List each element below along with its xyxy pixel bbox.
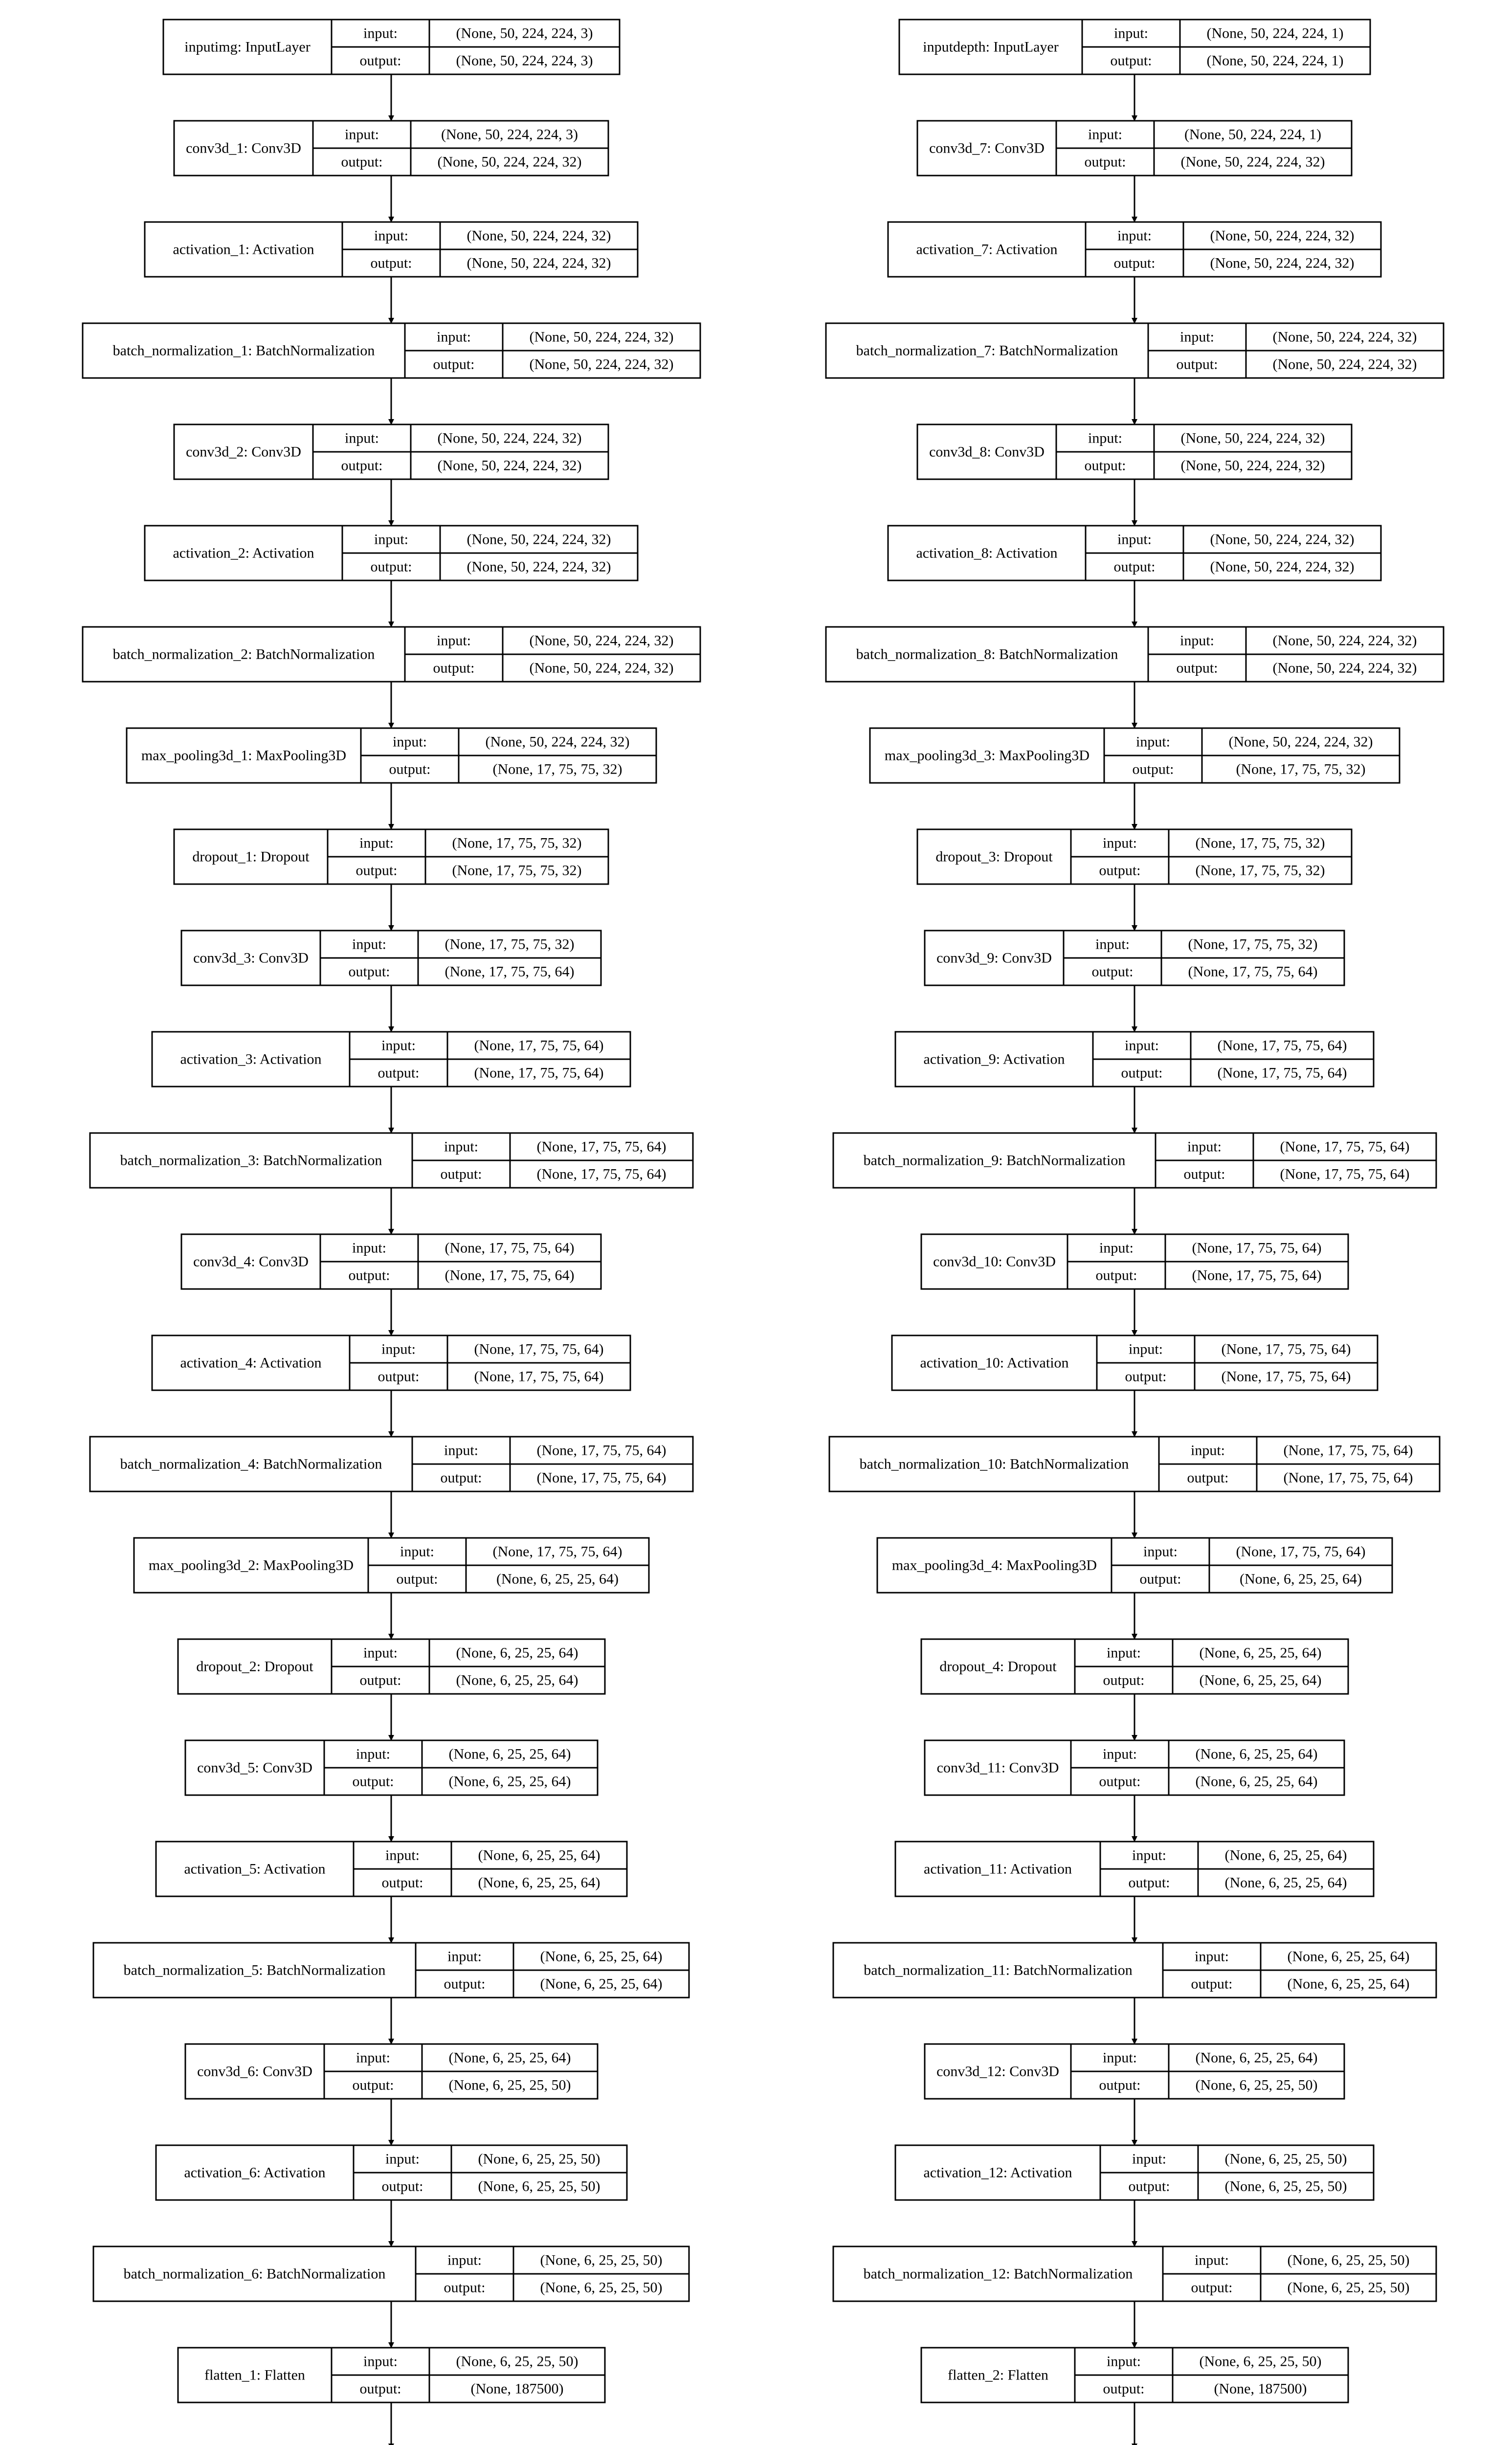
input-port-label: input:	[352, 1240, 387, 1256]
input-port-label: input:	[400, 1543, 435, 1560]
output-port-label: output:	[1084, 457, 1126, 474]
output-port-label: output:	[1121, 1065, 1163, 1081]
layer-name: batch_normalization_10: BatchNormalization	[859, 1456, 1129, 1472]
input-port-label: input:	[1117, 531, 1152, 548]
layer-name: inputdepth: InputLayer	[923, 39, 1059, 55]
layer-node-conv3d-8	[917, 424, 1352, 479]
layer-node-batch-normalization-1	[83, 323, 700, 378]
layer-node-activation-3	[152, 1032, 630, 1087]
output-port-label: output:	[1110, 52, 1152, 69]
output-port-label: output:	[352, 1773, 394, 1790]
input-shape: (None, 6, 25, 25, 50)	[1287, 2252, 1410, 2268]
output-shape: (None, 17, 75, 75, 32)	[452, 862, 582, 879]
layer-node-conv3d-6	[185, 2044, 598, 2099]
input-port-label: input:	[436, 329, 471, 345]
output-port-label: output:	[1095, 1267, 1137, 1284]
input-port-label: input:	[447, 1948, 482, 1965]
input-shape: (None, 17, 75, 75, 64)	[445, 1240, 575, 1256]
input-shape: (None, 6, 25, 25, 64)	[1224, 1847, 1347, 1864]
output-shape: (None, 17, 75, 75, 64)	[536, 1166, 667, 1182]
input-shape: (None, 6, 25, 25, 64)	[478, 1847, 600, 1864]
layer-node-conv3d-1	[174, 121, 608, 176]
input-port-label: input:	[1113, 25, 1149, 42]
output-shape: (None, 50, 224, 224, 32)	[1180, 154, 1325, 170]
input-port-label: input:	[1132, 1847, 1167, 1864]
output-port-label: output:	[341, 154, 383, 170]
input-shape: (None, 6, 25, 25, 64)	[1287, 1948, 1410, 1965]
output-shape: (None, 6, 25, 25, 64)	[496, 1571, 619, 1587]
output-shape: (None, 50, 224, 224, 32)	[1210, 255, 1355, 271]
layer-node-batch-normalization-5	[93, 1943, 689, 1998]
input-shape: (None, 6, 25, 25, 64)	[1195, 2049, 1318, 2066]
input-shape: (None, 50, 224, 224, 32)	[485, 734, 630, 750]
output-port-label: output:	[378, 1065, 420, 1081]
layer-node-conv3d-3	[181, 931, 601, 985]
layer-node-conv3d-10	[921, 1234, 1348, 1289]
input-port-label: input:	[1132, 2151, 1167, 2167]
output-port-label: output:	[359, 1672, 401, 1689]
layer-name: conv3d_12: Conv3D	[936, 2063, 1059, 2080]
output-port-label: output:	[1099, 1773, 1141, 1790]
output-shape: (None, 50, 224, 224, 1)	[1206, 52, 1344, 69]
layer-node-activation-9	[895, 1032, 1374, 1087]
layer-name: max_pooling3d_2: MaxPooling3D	[148, 1557, 354, 1574]
layer-node-activation-7	[888, 222, 1381, 277]
input-shape: (None, 17, 75, 75, 64)	[474, 1037, 604, 1054]
input-shape: (None, 50, 224, 224, 32)	[1272, 632, 1417, 649]
input-shape: (None, 6, 25, 25, 64)	[448, 2049, 571, 2066]
input-shape: (None, 17, 75, 75, 64)	[1236, 1543, 1366, 1560]
layer-node-batch-normalization-4	[90, 1437, 693, 1491]
input-port-label: input:	[344, 430, 379, 446]
input-shape: (None, 17, 75, 75, 64)	[1280, 1138, 1410, 1155]
output-port-label: output:	[440, 1469, 482, 1486]
layer-name: activation_12: Activation	[923, 2164, 1072, 2181]
output-shape: (None, 187500)	[470, 2380, 564, 2397]
layer-node-conv3d-11	[925, 1740, 1344, 1795]
input-shape: (None, 50, 224, 224, 32)	[1180, 430, 1325, 446]
output-shape: (None, 50, 224, 224, 32)	[529, 660, 674, 676]
input-port-label: input:	[444, 1138, 479, 1155]
output-port-label: output:	[1187, 1469, 1229, 1486]
layer-node-activation-8	[888, 526, 1381, 580]
input-shape: (None, 17, 75, 75, 32)	[452, 835, 582, 851]
output-shape: (None, 6, 25, 25, 64)	[448, 1773, 571, 1790]
input-shape: (None, 6, 25, 25, 50)	[478, 2151, 600, 2167]
layer-node-max-pooling3d-2	[134, 1538, 649, 1593]
layer-name: flatten_1: Flatten	[204, 2367, 305, 2383]
layer-name: conv3d_9: Conv3D	[936, 950, 1052, 966]
output-shape: (None, 50, 224, 224, 3)	[456, 52, 593, 69]
input-port-label: input:	[436, 632, 471, 649]
input-port-label: input:	[447, 2252, 482, 2268]
input-port-label: input:	[1102, 1746, 1137, 1762]
output-port-label: output:	[1103, 1672, 1145, 1689]
layer-name: max_pooling3d_3: MaxPooling3D	[884, 747, 1090, 764]
output-port-label: output:	[433, 660, 475, 676]
input-port-label: input:	[1088, 126, 1123, 143]
input-shape: (None, 6, 25, 25, 64)	[448, 1746, 571, 1762]
layer-name: activation_10: Activation	[920, 1355, 1069, 1371]
input-shape: (None, 17, 75, 75, 32)	[1188, 936, 1318, 953]
input-shape: (None, 6, 25, 25, 50)	[540, 2252, 663, 2268]
input-shape: (None, 17, 75, 75, 32)	[1195, 835, 1325, 851]
layer-nodes	[83, 20, 1444, 2445]
output-shape: (None, 6, 25, 25, 50)	[1287, 2279, 1410, 2296]
input-shape: (None, 17, 75, 75, 64)	[536, 1138, 667, 1155]
layer-name: conv3d_7: Conv3D	[929, 140, 1045, 156]
output-shape: (None, 6, 25, 25, 50)	[1195, 2077, 1318, 2093]
output-port-label: output:	[1191, 2279, 1233, 2296]
output-shape: (None, 6, 25, 25, 64)	[540, 1976, 663, 1992]
output-shape: (None, 50, 224, 224, 32)	[1272, 660, 1417, 676]
input-port-label: input:	[1128, 1341, 1163, 1357]
output-shape: (None, 17, 75, 75, 64)	[1283, 1469, 1413, 1486]
output-shape: (None, 17, 75, 75, 32)	[1195, 862, 1325, 879]
output-shape: (None, 17, 75, 75, 64)	[1280, 1166, 1410, 1182]
input-port-label: input:	[1106, 2353, 1141, 2370]
output-shape: (None, 17, 75, 75, 32)	[1236, 761, 1366, 778]
output-shape: (None, 50, 224, 224, 32)	[467, 558, 611, 575]
layer-node-activation-10	[892, 1335, 1378, 1390]
output-port-label: output:	[1183, 1166, 1225, 1182]
layer-node-inputdepth	[899, 20, 1370, 74]
input-shape: (None, 50, 224, 224, 32)	[467, 531, 611, 548]
output-shape: (None, 6, 25, 25, 50)	[478, 2178, 600, 2195]
output-shape: (None, 50, 224, 224, 32)	[437, 457, 582, 474]
input-shape: (None, 6, 25, 25, 50)	[456, 2353, 578, 2370]
output-shape: (None, 6, 25, 25, 64)	[1199, 1672, 1322, 1689]
layer-node-max-pooling3d-3	[870, 728, 1400, 783]
output-port-label: output:	[359, 52, 401, 69]
input-shape: (None, 6, 25, 25, 50)	[1224, 2151, 1347, 2167]
layer-node-activation-11	[895, 1842, 1374, 1896]
input-port-label: input:	[356, 1746, 391, 1762]
input-port-label: input:	[1143, 1543, 1178, 1560]
output-port-label: output:	[1176, 660, 1218, 676]
input-port-label: input:	[352, 936, 387, 953]
input-shape: (None, 50, 224, 224, 32)	[1272, 329, 1417, 345]
output-port-label: output:	[359, 2380, 401, 2397]
input-shape: (None, 50, 224, 224, 3)	[441, 126, 578, 143]
layer-node-max-pooling3d-4	[877, 1538, 1392, 1593]
layer-name: batch_normalization_7: BatchNormalization	[856, 342, 1118, 359]
input-port-label: input:	[359, 835, 394, 851]
input-shape: (None, 50, 224, 224, 1)	[1206, 25, 1344, 42]
output-port-label: output:	[348, 1267, 390, 1284]
output-port-label: output:	[352, 2077, 394, 2093]
input-port-label: input:	[1194, 2252, 1229, 2268]
layer-name: activation_6: Activation	[184, 2164, 326, 2181]
output-port-label: output:	[1099, 2077, 1141, 2093]
layer-name: conv3d_1: Conv3D	[186, 140, 301, 156]
input-port-label: input:	[385, 1847, 420, 1864]
output-port-label: output:	[381, 2178, 423, 2195]
layer-name: activation_1: Activation	[173, 241, 314, 258]
input-port-label: input:	[1088, 430, 1123, 446]
input-port-label: input:	[344, 126, 379, 143]
output-shape: (None, 17, 75, 75, 32)	[492, 761, 623, 778]
output-shape: (None, 50, 224, 224, 32)	[529, 356, 674, 373]
layer-name: conv3d_10: Conv3D	[933, 1253, 1056, 1270]
layer-node-batch-normalization-12	[833, 2246, 1436, 2301]
input-port-label: input:	[385, 2151, 420, 2167]
output-shape: (None, 50, 224, 224, 32)	[1272, 356, 1417, 373]
output-port-label: output:	[341, 457, 383, 474]
layer-node-batch-normalization-10	[829, 1437, 1440, 1491]
output-shape: (None, 17, 75, 75, 64)	[1221, 1368, 1351, 1385]
output-port-label: output:	[1176, 356, 1218, 373]
layer-node-dropout-4	[921, 1639, 1348, 1694]
layer-name: activation_5: Activation	[184, 1861, 326, 1877]
output-shape: (None, 6, 25, 25, 64)	[478, 1874, 600, 1891]
layer-node-conv3d-7	[917, 121, 1352, 176]
layer-name: batch_normalization_6: BatchNormalization	[123, 2266, 386, 2282]
layer-node-batch-normalization-3	[90, 1133, 693, 1188]
input-shape: (None, 17, 75, 75, 64)	[536, 1442, 667, 1459]
layer-node-batch-normalization-11	[833, 1943, 1436, 1998]
input-shape: (None, 17, 75, 75, 64)	[492, 1543, 623, 1560]
layer-node-batch-normalization-8	[826, 627, 1444, 682]
output-port-label: output:	[370, 558, 412, 575]
output-port-label: output:	[1191, 1976, 1233, 1992]
input-port-label: input:	[356, 2049, 391, 2066]
layer-node-activation-2	[145, 526, 638, 580]
output-port-label: output:	[1139, 1571, 1181, 1587]
input-port-label: input:	[381, 1341, 416, 1357]
input-port-label: input:	[1095, 936, 1130, 953]
layer-node-batch-normalization-6	[93, 2246, 689, 2301]
input-shape: (None, 50, 224, 224, 32)	[529, 329, 674, 345]
input-port-label: input:	[1179, 329, 1215, 345]
layer-name: dropout_2: Dropout	[196, 1658, 313, 1675]
output-port-label: output:	[378, 1368, 420, 1385]
output-port-label: output:	[1113, 255, 1156, 271]
layer-name: activation_7: Activation	[916, 241, 1058, 258]
layer-name: batch_normalization_9: BatchNormalization	[863, 1152, 1126, 1169]
input-port-label: input:	[1135, 734, 1171, 750]
input-port-label: input:	[1099, 1240, 1134, 1256]
layer-name: activation_9: Activation	[923, 1051, 1065, 1067]
output-port-label: output:	[389, 761, 431, 778]
output-port-label: output:	[433, 356, 475, 373]
layer-node-inputimg	[163, 20, 620, 74]
layer-name: activation_2: Activation	[173, 545, 314, 561]
layer-name: dropout_3: Dropout	[935, 848, 1053, 865]
output-port-label: output:	[1084, 154, 1126, 170]
input-shape: (None, 17, 75, 75, 32)	[445, 936, 575, 953]
layer-name: activation_3: Activation	[180, 1051, 322, 1067]
output-port-label: output:	[1099, 862, 1141, 879]
layer-node-activation-5	[156, 1842, 627, 1896]
layer-name: activation_8: Activation	[916, 545, 1058, 561]
input-port-label: input:	[363, 25, 398, 42]
layer-node-flatten-2	[921, 2348, 1348, 2402]
output-port-label: output:	[1113, 558, 1156, 575]
layer-name: batch_normalization_8: BatchNormalization	[856, 646, 1118, 663]
input-shape: (None, 17, 75, 75, 64)	[474, 1341, 604, 1357]
input-port-label: input:	[381, 1037, 416, 1054]
output-shape: (None, 50, 224, 224, 32)	[467, 255, 611, 271]
input-shape: (None, 50, 224, 224, 32)	[1228, 734, 1373, 750]
layer-name: conv3d_4: Conv3D	[193, 1253, 309, 1270]
input-shape: (None, 50, 224, 224, 32)	[1210, 227, 1355, 244]
layer-name: activation_11: Activation	[924, 1861, 1072, 1877]
input-shape: (None, 17, 75, 75, 64)	[1217, 1037, 1347, 1054]
output-port-label: output:	[444, 1976, 486, 1992]
output-port-label: output:	[348, 963, 390, 980]
layer-node-dropout-3	[917, 829, 1352, 884]
layer-node-conv3d-5	[185, 1740, 598, 1795]
layer-name: conv3d_11: Conv3D	[936, 1759, 1059, 1776]
input-port-label: input:	[1106, 1645, 1141, 1661]
input-shape: (None, 6, 25, 25, 64)	[1199, 1645, 1322, 1661]
input-port-label: input:	[1124, 1037, 1159, 1054]
layer-name: conv3d_6: Conv3D	[197, 2063, 312, 2080]
layer-node-batch-normalization-7	[826, 323, 1444, 378]
layer-name: batch_normalization_1: BatchNormalization	[112, 342, 375, 359]
output-shape: (None, 6, 25, 25, 50)	[448, 2077, 571, 2093]
output-shape: (None, 17, 75, 75, 64)	[1192, 1267, 1322, 1284]
layer-name: inputimg: InputLayer	[184, 39, 311, 55]
layer-node-conv3d-4	[181, 1234, 601, 1289]
layer-name: conv3d_8: Conv3D	[929, 444, 1045, 460]
output-shape: (None, 6, 25, 25, 50)	[540, 2279, 663, 2296]
input-port-label: input:	[1190, 1442, 1225, 1459]
output-shape: (None, 6, 25, 25, 64)	[1287, 1976, 1410, 1992]
input-shape: (None, 6, 25, 25, 50)	[1199, 2353, 1322, 2370]
input-port-label: input:	[1179, 632, 1215, 649]
layer-node-conv3d-2	[174, 424, 608, 479]
input-shape: (None, 17, 75, 75, 64)	[1192, 1240, 1322, 1256]
layer-name: dropout_4: Dropout	[939, 1658, 1057, 1675]
layer-name: max_pooling3d_4: MaxPooling3D	[891, 1557, 1097, 1574]
layer-node-max-pooling3d-1	[127, 728, 656, 783]
output-port-label: output:	[381, 1874, 423, 1891]
layer-name: activation_4: Activation	[180, 1355, 322, 1371]
input-shape: (None, 50, 224, 224, 32)	[467, 227, 611, 244]
output-shape: (None, 17, 75, 75, 64)	[445, 1267, 575, 1284]
input-port-label: input:	[374, 531, 409, 548]
layer-node-flatten-1	[178, 2348, 605, 2402]
output-shape: (None, 6, 25, 25, 50)	[1224, 2178, 1347, 2195]
layer-node-batch-normalization-9	[833, 1133, 1436, 1188]
output-shape: (None, 50, 224, 224, 32)	[1210, 558, 1355, 575]
output-shape: (None, 6, 25, 25, 64)	[1195, 1773, 1318, 1790]
input-shape: (None, 17, 75, 75, 64)	[1283, 1442, 1413, 1459]
output-shape: (None, 187500)	[1214, 2380, 1307, 2397]
output-port-label: output:	[440, 1166, 482, 1182]
layer-name: batch_normalization_5: BatchNormalization	[123, 1962, 386, 1978]
input-port-label: input:	[374, 227, 409, 244]
layer-name: dropout_1: Dropout	[192, 848, 310, 865]
output-shape: (None, 50, 224, 224, 32)	[1180, 457, 1325, 474]
layer-name: conv3d_2: Conv3D	[186, 444, 301, 460]
output-port-label: output:	[1128, 1874, 1170, 1891]
output-port-label: output:	[1125, 1368, 1167, 1385]
input-port-label: input:	[1187, 1138, 1222, 1155]
input-port-label: input:	[444, 1442, 479, 1459]
output-port-label: output:	[1132, 761, 1174, 778]
output-shape: (None, 17, 75, 75, 64)	[474, 1065, 604, 1081]
output-shape: (None, 17, 75, 75, 64)	[1188, 963, 1318, 980]
output-port-label: output:	[1091, 963, 1134, 980]
output-port-label: output:	[370, 255, 412, 271]
layer-name: conv3d_3: Conv3D	[193, 950, 309, 966]
layer-node-activation-4	[152, 1335, 630, 1390]
input-port-label: input:	[1102, 835, 1137, 851]
layer-node-activation-12	[895, 2145, 1374, 2200]
layer-name: conv3d_5: Conv3D	[197, 1759, 312, 1776]
output-port-label: output:	[356, 862, 398, 879]
layer-name: batch_normalization_4: BatchNormalization	[120, 1456, 382, 1472]
layer-name: batch_normalization_12: BatchNormalization	[863, 2266, 1133, 2282]
layer-name: flatten_2: Flatten	[948, 2367, 1048, 2383]
input-port-label: input:	[363, 1645, 398, 1661]
input-port-label: input:	[1194, 1948, 1229, 1965]
input-shape: (None, 50, 224, 224, 3)	[456, 25, 593, 42]
layer-name: batch_normalization_2: BatchNormalization	[112, 646, 375, 663]
layer-name: max_pooling3d_1: MaxPooling3D	[141, 747, 347, 764]
output-shape: (None, 17, 75, 75, 64)	[536, 1469, 667, 1486]
output-shape: (None, 50, 224, 224, 32)	[437, 154, 582, 170]
layer-node-dropout-1	[174, 829, 608, 884]
output-shape: (None, 17, 75, 75, 64)	[445, 963, 575, 980]
input-shape: (None, 50, 224, 224, 32)	[437, 430, 582, 446]
layer-name: batch_normalization_3: BatchNormalization	[120, 1152, 382, 1169]
input-shape: (None, 50, 224, 224, 1)	[1184, 126, 1321, 143]
output-port-label: output:	[444, 2279, 486, 2296]
output-port-label: output:	[1103, 2380, 1145, 2397]
input-shape: (None, 50, 224, 224, 32)	[529, 632, 674, 649]
layer-node-conv3d-12	[925, 2044, 1344, 2099]
output-port-label: output:	[1128, 2178, 1170, 2195]
input-shape: (None, 50, 224, 224, 32)	[1210, 531, 1355, 548]
input-port-label: input:	[1117, 227, 1152, 244]
output-shape: (None, 6, 25, 25, 64)	[1240, 1571, 1362, 1587]
input-port-label: input:	[392, 734, 427, 750]
output-shape: (None, 17, 75, 75, 64)	[474, 1368, 604, 1385]
input-shape: (None, 17, 75, 75, 64)	[1221, 1341, 1351, 1357]
layer-node-batch-normalization-2	[83, 627, 700, 682]
output-shape: (None, 6, 25, 25, 64)	[1224, 1874, 1347, 1891]
input-shape: (None, 6, 25, 25, 64)	[1195, 1746, 1318, 1762]
output-shape: (None, 6, 25, 25, 64)	[456, 1672, 578, 1689]
layer-node-conv3d-9	[925, 931, 1344, 985]
input-port-label: input:	[1102, 2049, 1137, 2066]
layer-node-activation-1	[145, 222, 638, 277]
input-shape: (None, 6, 25, 25, 64)	[456, 1645, 578, 1661]
output-port-label: output:	[396, 1571, 438, 1587]
layer-node-activation-6	[156, 2145, 627, 2200]
layer-name: batch_normalization_11: BatchNormalization	[864, 1962, 1133, 1978]
layer-node-dropout-2	[178, 1639, 605, 1694]
input-shape: (None, 6, 25, 25, 64)	[540, 1948, 663, 1965]
output-shape: (None, 17, 75, 75, 64)	[1217, 1065, 1347, 1081]
input-port-label: input:	[363, 2353, 398, 2370]
